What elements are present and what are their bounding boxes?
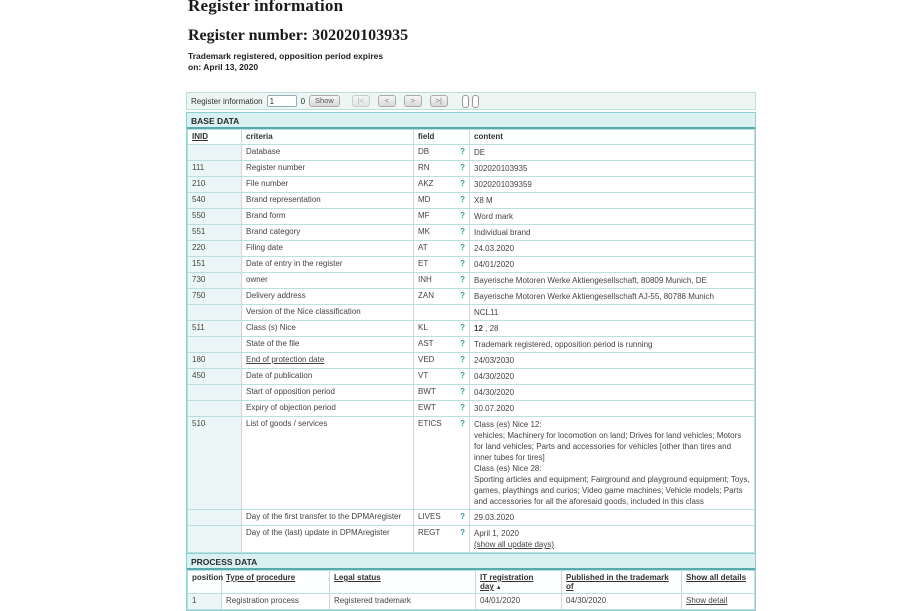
field-cell <box>414 321 470 337</box>
content-line[interactable]: DE <box>474 148 486 157</box>
process-data-table <box>187 570 755 610</box>
content-line[interactable]: 04/30/2020 <box>474 372 515 381</box>
field-code: DB <box>418 147 430 156</box>
field-cell <box>414 145 470 161</box>
help-question-icon[interactable]: ? <box>460 243 465 252</box>
inid-cell: 551 <box>188 225 242 241</box>
criteria-cell: Brand category <box>242 225 414 241</box>
criteria-cell: Expiry of objection period <box>242 401 414 417</box>
criteria-cell: Database <box>242 145 414 161</box>
column-header-position <box>188 571 222 594</box>
column-header-inid[interactable]: INID <box>188 130 242 145</box>
field-cell <box>414 225 470 241</box>
field-cell <box>414 289 470 305</box>
field-cell <box>414 257 470 273</box>
field-cell <box>414 526 470 553</box>
register-number-heading: Register number: 302020103935 <box>188 27 409 44</box>
process-data-section-header: PROCESS DATA <box>187 554 755 570</box>
page-title: Register information <box>188 0 344 15</box>
column-header-label: position <box>192 573 224 582</box>
process-data-section <box>186 553 756 611</box>
field-code: MK <box>418 227 430 236</box>
field-code: KL <box>418 323 428 332</box>
column-header-it-registration-day[interactable] <box>476 571 562 594</box>
help-question-icon[interactable]: ? <box>460 291 465 300</box>
inid-cell: 450 <box>188 369 242 385</box>
field-cell <box>414 177 470 193</box>
help-question-icon[interactable]: ? <box>460 371 465 380</box>
inid-cell: 511 <box>188 321 242 337</box>
inid-cell <box>188 510 242 526</box>
field-cell <box>414 305 470 321</box>
table-row <box>188 161 755 177</box>
it-registration-day-cell: 04/01/2020 <box>476 594 562 610</box>
table-row <box>188 225 755 241</box>
table-row <box>188 321 755 337</box>
status-line-2: on: April 13, 2020 <box>188 62 259 72</box>
content-line[interactable]: April 1, 2020 <box>474 529 519 538</box>
document-icon[interactable] <box>472 95 479 108</box>
criteria-cell: Register number <box>242 161 414 177</box>
inid-cell: 220 <box>188 241 242 257</box>
help-question-icon[interactable]: ? <box>460 339 465 348</box>
field-cell <box>414 353 470 369</box>
content-line[interactable]: Class (es) Nice 28: <box>474 464 542 473</box>
criteria-cell: Brand representation <box>242 193 414 209</box>
criteria-cell: Date of entry in the register <box>242 257 414 273</box>
sort-ascending-icon: ▲ <box>495 585 502 591</box>
content-line[interactable]: Class (es) Nice 12: <box>474 420 542 429</box>
help-question-icon[interactable]: ? <box>460 179 465 188</box>
column-header-criteria: criteria <box>242 130 414 145</box>
pager-buttons <box>350 95 448 107</box>
content-line[interactable]: vehicles; Machinery for locomotion on land; Drives for land vehicles; Motors for land vehicles; Parts and accessories for vehicles [other than tires and inner tubes for tires] <box>474 431 742 462</box>
toolbar-icons <box>462 95 479 108</box>
criteria-cell: Start of opposition period <box>242 385 414 401</box>
content-cell <box>470 401 755 417</box>
help-question-icon[interactable]: ? <box>460 259 465 268</box>
criteria-cell: Filing date <box>242 241 414 257</box>
field-cell <box>414 401 470 417</box>
type-of-procedure-cell: Registration process <box>222 594 330 610</box>
status-line-1: Trademark registered, opposition period expires <box>188 51 384 61</box>
inid-cell: 151 <box>188 257 242 273</box>
show-button[interactable]: Show <box>309 95 340 107</box>
table-row <box>188 177 755 193</box>
content-cell <box>470 337 755 353</box>
show-detail-link[interactable]: Show detail <box>686 596 728 605</box>
content-cell <box>470 161 755 177</box>
help-question-icon[interactable]: ? <box>460 512 465 521</box>
criteria-cell: File number <box>242 177 414 193</box>
column-header-label[interactable]: Show all details <box>686 573 747 582</box>
column-header-label[interactable]: IT registration day <box>480 573 534 591</box>
content-line[interactable]: Individual brand <box>474 228 531 237</box>
column-header-label[interactable]: Published in the trademark of <box>566 573 669 591</box>
base-data-section-header: BASE DATA <box>187 113 755 129</box>
field-cell <box>414 369 470 385</box>
field-cell <box>414 385 470 401</box>
help-question-icon[interactable]: ? <box>460 387 465 396</box>
content-cell <box>470 510 755 526</box>
field-cell <box>414 337 470 353</box>
inid-cell <box>188 305 242 321</box>
content-cell <box>470 241 755 257</box>
field-cell <box>414 273 470 289</box>
next-page-button[interactable]: > <box>404 95 422 107</box>
inid-cell <box>188 401 242 417</box>
help-question-icon[interactable]: ? <box>460 227 465 236</box>
content-line[interactable]: Trademark registered, opposition period is running <box>474 340 653 349</box>
criteria-cell: Class (s) Nice <box>242 321 414 337</box>
content-cell <box>470 273 755 289</box>
pagination-toolbar <box>186 92 756 110</box>
field-cell <box>414 510 470 526</box>
inid-cell: 550 <box>188 209 242 225</box>
content-line[interactable]: 04/30/2020 <box>474 388 515 397</box>
content-line[interactable]: Bayerische Motoren Werke Aktiengesellschaft, 80809 Munich, DE <box>474 276 707 285</box>
help-question-icon[interactable]: ? <box>460 195 465 204</box>
inid-cell: 510 <box>188 417 242 510</box>
field-code: INH <box>418 275 432 284</box>
field-code: MD <box>418 195 431 204</box>
column-header-legal-status[interactable] <box>330 571 476 594</box>
criteria-cell[interactable] <box>242 353 414 369</box>
inid-cell: 540 <box>188 193 242 209</box>
criteria-cell: State of the file <box>242 337 414 353</box>
criteria-cell: Delivery address <box>242 289 414 305</box>
content-cell <box>470 385 755 401</box>
content-cell <box>470 289 755 305</box>
field-code: VED <box>418 355 435 364</box>
table-row <box>188 353 755 369</box>
column-header-field: field <box>414 130 470 145</box>
field-code: AKZ <box>418 179 434 188</box>
field-code: EWT <box>418 403 436 412</box>
toolbar-label: Register information <box>191 96 263 106</box>
column-header-published-in-the-trademark-of[interactable] <box>562 571 682 594</box>
table-row <box>188 305 755 321</box>
table-row <box>188 510 755 526</box>
content-cell <box>470 305 755 321</box>
field-code: AT <box>418 243 428 252</box>
criteria-link[interactable]: End of protection date <box>246 355 325 364</box>
inid-cell <box>188 385 242 401</box>
content-line[interactable]: 30.07.2020 <box>474 404 515 413</box>
content-link[interactable]: (show all update days) <box>474 540 555 549</box>
content-line[interactable]: Bayerische Motoren Werke Aktiengesellschaft AJ-55, 80788 Munich <box>474 292 714 301</box>
content-cell <box>470 257 755 273</box>
base-data-table <box>187 129 755 553</box>
field-code: ET <box>418 259 429 268</box>
inid-cell <box>188 337 242 353</box>
table-row <box>188 289 755 305</box>
column-header-show-all-details[interactable] <box>682 571 755 594</box>
table-row <box>188 594 755 610</box>
field-code: LIVES <box>418 512 441 521</box>
content-cell <box>470 417 755 510</box>
content-cell <box>470 209 755 225</box>
content-line[interactable]: Sporting articles and equipment; Fairground and playground equipment; Toys, games, playthings and curios; Video game machines; Vehicle models; Parts and accessories for all the aforesaid goods, included in this class <box>474 475 750 506</box>
position-cell: 1 <box>188 594 222 610</box>
table-row <box>188 273 755 289</box>
content-cell <box>470 193 755 209</box>
last-page-button[interactable]: >| <box>430 95 448 107</box>
field-code: ETICS <box>418 419 442 428</box>
help-question-icon[interactable]: ? <box>460 419 465 428</box>
legal-status-cell: Registered trademark <box>330 594 476 610</box>
table-row <box>188 241 755 257</box>
criteria-cell: Date of publication <box>242 369 414 385</box>
help-question-icon[interactable]: ? <box>460 355 465 364</box>
register-information-page <box>186 0 758 605</box>
table-row <box>188 209 755 225</box>
content-cell <box>470 145 755 161</box>
column-header-content: content <box>470 130 755 145</box>
table-row <box>188 385 755 401</box>
table-row <box>188 417 755 510</box>
inid-cell: 210 <box>188 177 242 193</box>
base-data-header-row <box>188 130 755 145</box>
content-line[interactable]: 3020201039359 <box>474 180 532 189</box>
content-cell <box>470 353 755 369</box>
criteria-cell: Day of the (last) update in DPMAregister <box>242 526 414 553</box>
help-question-icon[interactable]: ? <box>460 163 465 172</box>
inid-cell: 730 <box>188 273 242 289</box>
content-line[interactable]: X8 M <box>474 196 493 205</box>
content-line[interactable]: 24/03/2030 <box>474 356 515 365</box>
criteria-cell: Day of the first transfer to the DPMAregister <box>242 510 414 526</box>
content-cell <box>470 225 755 241</box>
content-line[interactable]: 29.03.2020 <box>474 513 515 522</box>
content-line[interactable]: 302020103935 <box>474 164 528 173</box>
help-question-icon[interactable]: ? <box>460 528 465 537</box>
help-question-icon[interactable]: ? <box>460 403 465 412</box>
inid-cell <box>188 526 242 553</box>
base-data-section <box>186 112 756 554</box>
table-row <box>188 337 755 353</box>
column-header-label[interactable]: Legal status <box>334 573 381 582</box>
content-line[interactable]: 04/01/2020 <box>474 260 515 269</box>
document-icon[interactable] <box>462 95 469 108</box>
inid-cell: 111 <box>188 161 242 177</box>
field-cell <box>414 193 470 209</box>
help-question-icon[interactable]: ? <box>460 275 465 284</box>
help-question-icon[interactable]: ? <box>460 147 465 156</box>
criteria-cell: Brand form <box>242 209 414 225</box>
criteria-cell: Version of the Nice classification <box>242 305 414 321</box>
field-code: MF <box>418 211 430 220</box>
column-header-label[interactable]: Type of procedure <box>226 573 296 582</box>
table-row <box>188 193 755 209</box>
table-row <box>188 257 755 273</box>
criteria-cell: List of goods / services <box>242 417 414 510</box>
field-cell <box>414 209 470 225</box>
table-row <box>188 145 755 161</box>
content-line[interactable]: 24.03.2020 <box>474 244 515 253</box>
content-line[interactable]: NCL11 <box>474 308 499 317</box>
criteria-cell: owner <box>242 273 414 289</box>
inid-cell: 180 <box>188 353 242 369</box>
field-cell <box>414 417 470 510</box>
content-cell <box>470 369 755 385</box>
status-text <box>188 51 383 73</box>
help-question-icon[interactable]: ? <box>460 211 465 220</box>
page-count-text: 0 <box>300 96 306 106</box>
detail-cell <box>682 594 755 610</box>
content-cell <box>470 526 755 553</box>
process-data-header-row <box>188 571 755 594</box>
column-header-type-of-procedure[interactable] <box>222 571 330 594</box>
field-code: VT <box>418 371 429 380</box>
previous-page-button[interactable]: < <box>378 95 396 107</box>
inid-cell <box>188 145 242 161</box>
field-code: REGT <box>418 528 441 537</box>
field-code: ZAN <box>418 291 434 300</box>
published-cell: 04/30/2020 <box>562 594 682 610</box>
inid-cell: 750 <box>188 289 242 305</box>
content-line: 12 , 28 <box>474 324 499 333</box>
field-cell <box>414 241 470 257</box>
field-code: RN <box>418 163 430 172</box>
content-cell <box>470 177 755 193</box>
first-page-button[interactable]: |< <box>352 95 370 107</box>
help-question-icon[interactable]: ? <box>460 323 465 332</box>
field-code: AST <box>418 339 434 348</box>
field-cell <box>414 161 470 177</box>
table-row <box>188 401 755 417</box>
content-line[interactable]: Word mark <box>474 212 513 221</box>
table-row <box>188 526 755 553</box>
field-code: BWT <box>418 387 436 396</box>
page-number-input[interactable] <box>267 95 297 107</box>
table-row <box>188 369 755 385</box>
content-cell <box>470 321 755 337</box>
